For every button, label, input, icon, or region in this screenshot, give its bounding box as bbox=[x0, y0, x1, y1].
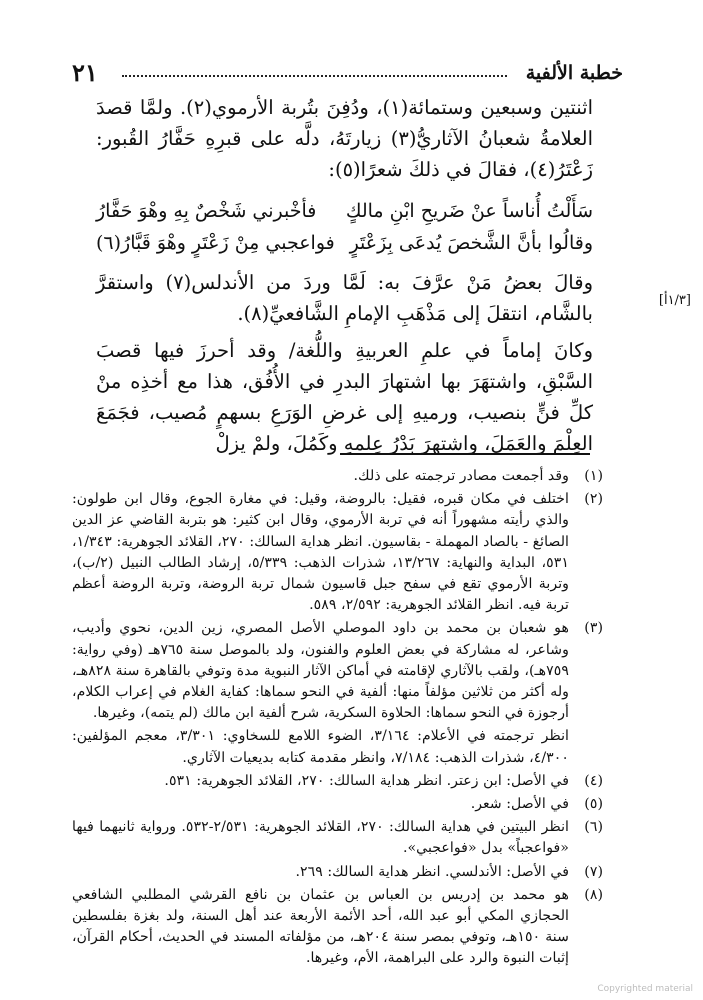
paragraph: اثنتين وسبعين وستمائة(١)، ودُفِنَ بتُربة الأرموي(٢). ولمَّا قصدَ العلامةُ شعبانُ الآثاريُّ(٣) زيارتَهُ، دلَّه على قبرِهِ حَفَّارُ القُبور: زَعْتَرُ(٤)، فقالَ في ذلكَ شعرًا(٥): bbox=[96, 96, 593, 181]
footnote-text: في الأصل: شعر. bbox=[470, 796, 569, 813]
footnote bbox=[72, 817, 603, 859]
footnote bbox=[72, 794, 603, 815]
footnote bbox=[72, 885, 603, 970]
footnote-text: هو محمد بن إدريس بن العباس بن عثمان بن نافع القرشي المطلبي الشافعي الحجازي المكي أبو عبد الله، أحد الأئمة الأربعة عند أهل السنة، ولد بغزة بفلسطين سنة ١٥٠هـ، وتوفي بمصر سنة ٢٠٤هـ، من مؤلفاته المسند في الحديث، أحكام القرآن، إثبات النبوة والرد على البراهمة، الأم، وغيرها. bbox=[72, 886, 569, 967]
running-title: خطبة الألفية bbox=[525, 62, 623, 84]
header-dotted-leader bbox=[122, 75, 507, 77]
footnote bbox=[72, 489, 603, 616]
manuscript-folio-marker: [١/٣أ] bbox=[658, 293, 691, 308]
verse-first-hemistich: سَأَلْتُ أُناساً عنْ ضَريحِ ابْنِ مالكٍ bbox=[345, 200, 593, 222]
footnote-text: انظر البيتين في هداية السالك: ٢٧٠، القلائد الجوهرية: ٢/٥٣١-٥٣٢. ورواية ثانيهما فيها «فواعجباً» بدل «فواعجبي». bbox=[72, 819, 569, 857]
footnote bbox=[72, 618, 603, 724]
footnote bbox=[72, 466, 603, 487]
poem-verse bbox=[96, 195, 593, 227]
footnote-text: في الأصل: الأندلسي. انظر هداية السالك: ٢٦٩. bbox=[295, 863, 569, 880]
footnote-text: في الأصل: ابن زعتر. انظر هداية السالك: ٢٧٠، القلائد الجوهرية: ٥٣١. bbox=[164, 772, 569, 789]
running-header bbox=[72, 58, 623, 92]
footnote-number: (٥) bbox=[584, 796, 603, 813]
footnote bbox=[72, 862, 603, 883]
footnote bbox=[72, 771, 603, 792]
verse-second-hemistich: فأخْبرني شَخْصٌ بِهِ وهْوَ حَفَّارُ bbox=[96, 200, 317, 222]
footnote-number: (٤) bbox=[584, 772, 603, 789]
poem-verse bbox=[96, 227, 593, 259]
footnote-number: (٨) bbox=[584, 886, 603, 903]
footnote-number: (١) bbox=[584, 468, 603, 484]
main-text bbox=[96, 92, 593, 459]
footnote-text: انظر ترجمته في الأعلام: ٣/١٦٤، الضوء اللامع للسخاوي: ٣/٣٠١، معجم المؤلفين: ٤/٣٠٠، شذرات الذهب: ٧/١٨٤، وانظر مقدمة كتابه بديعيات الآثاري. bbox=[72, 728, 569, 766]
footnote-number: (٧) bbox=[584, 863, 603, 880]
verse-second-hemistich: فواعجبي مِنْ زَعْتَرٍ وهْوَ قَبَّارُ(٦) bbox=[96, 232, 335, 254]
footnotes bbox=[72, 466, 603, 972]
footnote-number: (٣) bbox=[584, 620, 603, 637]
footnote-text: وقد أجمعت مصادر ترجمته على ذلك. bbox=[353, 468, 569, 484]
paragraph: وكانَ إماماً في علمِ العربيةِ واللُّغة/ وقد أحرزَ فيها قصبَ السَّبْقِ، واشتهَرَ بها اشتهارَ البدرِ في الأُفُق، هذا مع أخذِه منْ كلِّ فنٍّ بنصيب، ورميهِ إلى غرضِ الوَرَعِ بسهمٍ مُصيب، فجَمَعَ العِلْمَ والعَمَلَ، واشتهرَ بَدْرُ عِلمهِ وكَمُلَ، ولمْ يزلْ bbox=[96, 339, 593, 455]
footnote-separator bbox=[340, 453, 590, 455]
footnote bbox=[72, 726, 603, 768]
paragraph: وقالَ بعضُ مَنْ عرَّفَ به: لَمَّا وردَ من الأندلس(٧) واستقرَّ بالشَّام، انتقلَ إلى مَذْهَبِ الإمامِ الشَّافعيِّ(٨). bbox=[96, 271, 593, 325]
poem bbox=[96, 195, 593, 259]
page-number: ٢١ bbox=[72, 58, 98, 87]
footnote-number: (٦) bbox=[584, 819, 603, 836]
copyright-watermark: Copyrighted material bbox=[597, 984, 693, 994]
footnote-number: (٢) bbox=[584, 491, 603, 508]
footnote-text: هو شعبان بن محمد بن داود الموصلي الأصل المصري، زين الدين، نحوي وأديب، وشاعر، له مشاركة في بعض العلوم والفنون، ولد بالموصل سنة ٧٦٥هـ (وفي رواية: ٧٥٩هـ)، ولقب بالآثاري لإقامته في أماكن الآثار النبوية مدة وتوفي بالقاهرة سنة ٨٢٨هـ، وله أكثر من ثلاثين مؤلفاً منها: ألفية في النحو سماها: كفاية الغلام في إعراب الكلام، أرجوزة في النحو سماها: الحلاوة السكرية، شرح ألفية ابن مالك (لم يتمه)، وغيرها. bbox=[72, 620, 569, 722]
verse-first-hemistich: وقالُوا بأنَّ الشَّخصَ يُدعَى بِزَعْتَرٍ bbox=[349, 232, 593, 254]
footnote-number bbox=[569, 726, 603, 768]
footnote-text: اختلف في مكان قبره، فقيل: بالروضة، وقيل: في مغارة الجوع، وقال ابن طولون: والذي رأيته مشهوراً أنه في تربة الأرموي، وقال ابن كثير: هو بتربة القاضي عز الدين الصائغ - بالصاد المهملة - بقاسيون. انظر هداية السالك: ٢٧٠، القلائد الجوهرية: ١/٣٤٣، ٥٣١، البداية والنهاية: ١٣/٢٦٧، شذرات الذهب: ٥/٣٣٩، إرشاد الطالب النبيل (٢/ب)، وتربة الأرموي تقع في سفح جبل قاسيون شمال تربة الروضة، وتربة الروضة أعظم تربة فيه. انظر القلائد الجوهرية: ٢/٥٩٢، ٥٨٩. bbox=[72, 491, 570, 614]
